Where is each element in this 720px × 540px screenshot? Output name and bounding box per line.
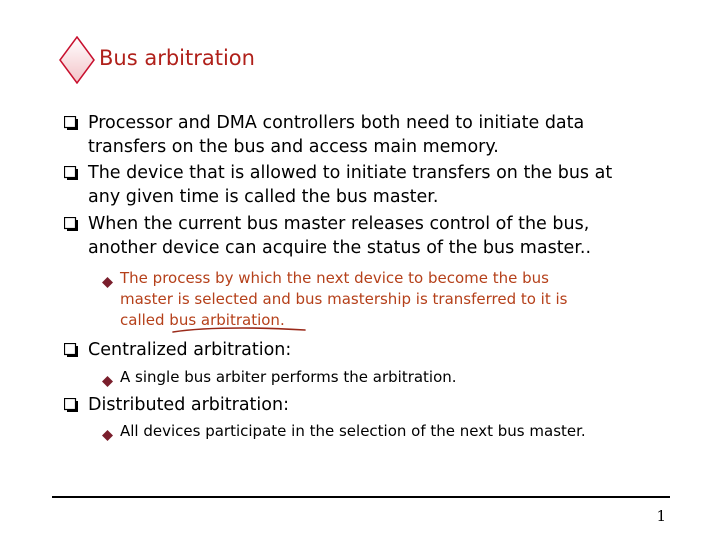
sub-bullet-line: master is selected and bus mastership is transferred to it is [120,290,568,308]
footer-divider [52,496,670,498]
page-number: 1 [656,507,666,525]
emphasized-term: bus arbitration [169,311,280,329]
checkbox-q-icon [64,217,78,231]
bullet-line: Centralized arbitration: [88,340,292,360]
sub-bullet-line: The process by which the next device to become the bus [120,269,549,287]
sub-bullet-suffix: . [279,311,285,329]
sub-bullet-prefix: called [120,311,170,329]
bullet-line: another device can acquire the status of the bus master.. [88,237,592,258]
bullet-line: Processor and DMA controllers both need to initiate data [88,113,585,133]
bullet-line: transfers on the bus and access main memory. [88,136,499,157]
bullet-line: any given time is called the bus master. [88,186,439,207]
red-diamond-icon [58,36,96,84]
checkbox-q-icon [64,343,78,357]
sub-bullet-line: A single bus arbiter performs the arbitration. [120,368,457,386]
slide-title: Bus arbitration [99,46,255,70]
checkbox-q-icon [64,166,78,180]
bullet-line: Distributed arbitration: [88,395,289,415]
checkbox-q-icon [64,116,78,130]
sub-bullet-line: All devices participate in the selection of the next bus master. [120,422,586,440]
diamond-bullet-icon [102,426,113,437]
underline-stroke [172,325,307,335]
bullet-line: When the current bus master releases control of the bus, [88,214,590,234]
bullet-line: The device that is allowed to initiate transfers on the bus at [88,163,613,183]
checkbox-q-icon [64,398,78,412]
diamond-bullet-icon [102,273,113,284]
diamond-bullet-icon [102,372,113,383]
